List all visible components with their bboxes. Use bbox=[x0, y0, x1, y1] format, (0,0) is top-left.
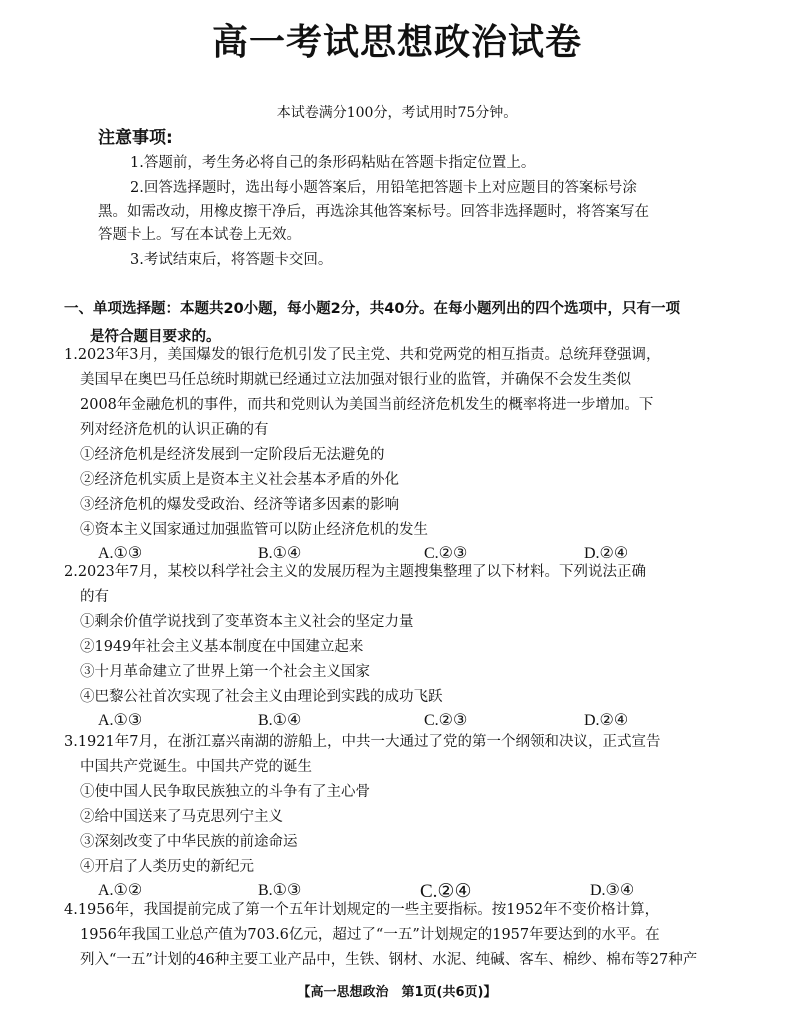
choice-b: B.①④ bbox=[258, 712, 302, 729]
note-line: 答题卡上。写在本试卷上无效。 bbox=[98, 227, 301, 243]
choice-d: D.②④ bbox=[584, 712, 629, 729]
choice-d: D.②④ bbox=[584, 545, 629, 562]
notes-heading: 注意事项: bbox=[98, 128, 173, 148]
question-option: ③十月革命建立了世界上第一个社会主义国家 bbox=[80, 664, 370, 680]
section-instruction-cont: 是符合题目要求的。 bbox=[90, 329, 221, 345]
question-stem-line: 4.1956年，我国提前完成了第一个五年计划规定的一些主要指标。按1952年不变价格计算， bbox=[64, 902, 660, 918]
choice-c: C.②④ bbox=[420, 881, 472, 902]
question-stem-line: 3.1921年7月，在浙江嘉兴南湖的游船上，中共一大通过了党的第一个纲领和决议，正式宣告 bbox=[64, 734, 661, 750]
question-option: ③深刻改变了中华民族的前途命运 bbox=[80, 834, 298, 850]
question-option: ④资本主义国家通过加强监管可以防止经济危机的发生 bbox=[80, 522, 428, 538]
question-stem-line: 的有 bbox=[80, 589, 109, 605]
question-option: ①剩余价值学说找到了变革资本主义社会的坚定力量 bbox=[80, 614, 414, 630]
question-option: ④开启了人类历史的新纪元 bbox=[80, 859, 254, 875]
question-2 bbox=[64, 560, 734, 734]
choice-a: A.①③ bbox=[98, 545, 143, 562]
exam-title: 高一考试思想政治试卷 bbox=[211, 22, 582, 63]
question-stem-line: 2008年金融危机的事件，而共和党则认为美国当前经济危机发生的概率将进一步增加。下 bbox=[80, 397, 654, 413]
question-3 bbox=[64, 730, 734, 904]
section-instruction: 在每小题列出的四个选项中，只有一项 bbox=[433, 301, 680, 317]
question-4 bbox=[64, 898, 734, 973]
choice-b: B.①④ bbox=[258, 545, 302, 562]
page-footer: 【高一思想政治 第1页(共6页)】 bbox=[297, 985, 497, 1000]
question-option: ①使中国人民争取民族独立的斗争有了主心骨 bbox=[80, 784, 370, 800]
question-option: ②经济危机实质上是资本主义社会基本矛盾的外化 bbox=[80, 472, 399, 488]
question-option: ③经济危机的爆发受政治、经济等诸多因素的影响 bbox=[80, 497, 399, 513]
question-stem-line: 1.2023年3月，美国爆发的银行危机引发了民主党、共和党两党的相互指责。总统拜登强调， bbox=[64, 347, 661, 363]
question-stem-line: 中国共产党诞生。中国共产党的诞生 bbox=[80, 759, 312, 775]
note-line: 2.回答选择题时，选出每小题答案后，用铅笔把答题卡上对应题目的答案标号涂 bbox=[130, 180, 637, 196]
choice-b: B.①③ bbox=[258, 882, 302, 899]
choice-c: C.②③ bbox=[424, 545, 468, 562]
question-stem-line: 2.2023年7月，某校以科学社会主义的发展历程为主题搜集整理了以下材料。下列说法正确 bbox=[64, 564, 646, 580]
question-stem-line: 1956年我国工业总产值为703.6亿元，超过了“一五”计划规定的1957年要达到的水平。在 bbox=[80, 927, 660, 943]
question-stem-line: 美国早在奥巴马任总统时期就已经通过立法加强对银行业的监管，并确保不会发生类似 bbox=[80, 372, 631, 388]
note-line: 1.答题前，考生务必将自己的条形码粘贴在答题卡指定位置上。 bbox=[130, 155, 536, 171]
choice-a: A.①③ bbox=[98, 712, 143, 729]
question-option: ②1949年社会主义基本制度在中国建立起来 bbox=[80, 639, 364, 655]
exam-subtitle: 本试卷满分100分，考试用时75分钟。 bbox=[276, 105, 518, 121]
choice-a: A.①② bbox=[98, 882, 143, 899]
question-1 bbox=[64, 343, 734, 567]
note-line: 黑。如需改动，用橡皮擦干净后，再选涂其他答案标号。回答非选择题时，将答案写在 bbox=[98, 204, 649, 220]
choice-c: C.②③ bbox=[424, 712, 468, 729]
question-option: ②给中国送来了马克思列宁主义 bbox=[80, 809, 283, 825]
question-stem-line: 列对经济危机的认识正确的有 bbox=[80, 422, 269, 438]
question-option: ④巴黎公社首次实现了社会主义由理论到实践的成功飞跃 bbox=[80, 689, 443, 705]
section-title: 一、单项选择题：本题共20小题，每小题2分，共40分。 bbox=[64, 301, 434, 317]
note-line: 3.考试结束后，将答题卡交回。 bbox=[130, 252, 333, 268]
choice-d: D.③④ bbox=[590, 882, 635, 899]
question-option: ①经济危机是经济发展到一定阶段后无法避免的 bbox=[80, 447, 385, 463]
question-stem-line: 列入“一五”计划的46种主要工业产品中，生铁、钢材、水泥、纯碱、客车、棉纱、棉布等27种产 bbox=[80, 952, 698, 968]
